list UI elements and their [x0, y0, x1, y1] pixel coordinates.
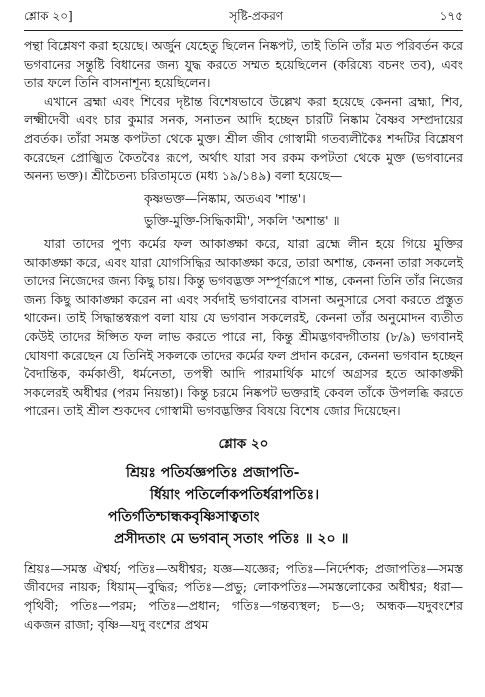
- sanskrit-line-2: র্ধিয়াং পতির্লোকপতির্ধরাপতিঃ।: [150, 486, 320, 503]
- paragraph-1: পন্থা বিশ্লেষণ করা হয়েছে। অর্জুন যেহেতু ছিলেন নিষ্কপট, তাই তিনি তাঁর মত পরিবর্তন করে ভগবানের সন্তুষ্টি বিধানের জন্য যুদ্ধ করতে সম্মত হয়েছিলেন (করিষ্যে বচনং তব), এবং তার ফলে তিনি বাসনাশূন্য হয়েছিলেন।: [24, 38, 463, 91]
- paragraph-2: এখানে ব্রহ্মা এবং শিবের দৃষ্টান্ত বিশেষভাবে উল্লেখ করা হয়েছে কেননা ব্রহ্মা, শিব, লক্ষ্মীদেবী এবং চার কুমার সনক, সনাতন আদি হচ্ছেন চারটি নিষ্কাম বৈষ্ণব সম্প্রদায়ের প্রবর্তক। তাঁরা সমস্ত কপটতা থেকে মুক্ত। শ্রীল জীব গোস্বামী গতব্যলীকৈঃ শব্দটির বিশ্লেষণ করেছেন প্রোজ্ঝিত কৈতবৈঃ রূপে, অর্থাৎ যারা সব রকম কপটতা থেকে মুক্ত (ভগবানের অনন্য ভক্ত)। শ্রীচৈতন্য চরিতামৃতে (মধ্য ১৯/১৪৯) বলা হয়েছে—: [24, 93, 463, 184]
- sanskrit-line-1: শ্রিয়ঃ পতির্যজ্ঞপতিঃ প্রজাপতি-: [126, 464, 300, 481]
- word-for-word-gloss: শ্রিয়ঃ—সমস্ত ঐশ্বর্য; পতিঃ—অধীশ্বর; যজ্ঞ—যজ্ঞের; পতিঃ—নির্দেশক; প্রজাপতিঃ—সমস্ত জীবদের নায়ক; ধিয়াম্—বুদ্ধির; পতিঃ—প্রভু; লোকপতিঃ—সমস্তলোকের অধীশ্বর; ধরা—পৃথিবী; পতিঃ—পরম; পতিঃ—প্রধান; গতিঃ—গন্তব্যস্থল; চ—ও; অন্ধক—যদুবংশের একজন রাজা; বৃষ্ণি—যদু বংশের প্রথম: [24, 560, 463, 632]
- header-page-number: ১৭৫: [439, 9, 463, 23]
- shloka-heading: শ্লোক ২০: [218, 435, 269, 452]
- sanskrit-line-4: প্রসীদতাং মে ভগবান্ সতাং পতিঃ ॥ ২০ ॥: [114, 530, 349, 547]
- quoted-verse-line-1: কৃষ্ণভক্ত—নিষ্কাম, অতএব 'শান্ত'।: [144, 190, 306, 206]
- header-rule: [24, 30, 463, 31]
- page-header: [24, 8, 463, 28]
- paragraph-3: যারা তাদের পুণ্য কর্মের ফল আকাঙ্ক্ষা করে, যারা ব্রহ্মে লীন হয়ে গিয়ে মুক্তির আকাঙ্ক্ষা করে, এবং যারা যোগসিদ্ধির আকাঙ্ক্ষা করে, তারা অশান্ত, কেননা তারা সকলেই তাদের নিজেদের জন্য কিছু চায়। কিন্তু ভগবদ্ভক্ত সম্পূর্ণরূপে শান্ত, কেননা তিনি তাঁর নিজের জন্য কিছু আকাঙ্ক্ষা করেন না এবং সর্বদাই ভগবানের বাসনা অনুসারে সেবা করতে প্রস্তুত থাকেন। তাই সিদ্ধান্তস্বরূপ বলা যায় যে ভগবান সকলেরই, কেননা তাঁর অনুমোদন ব্যতীত কেউই তাদের ঈপ্সিত ফল লাভ করতে পারে না, কিন্তু শ্রীমদ্ভগবদ্গীতায় (৮/৯) ভগবানই ঘোষণা করেছেন যে তিনিই সকলকে তাদের কর্মের ফল প্রদান করেন, কেননা ভগবান হচ্ছেন বৈদান্তিক, কর্মকাণ্ডী, ধর্মনেতা, তপস্বী আদি পারমার্থিক মার্গে অগ্রসর হতে আকাঙ্ক্ষী সকলেরই অধীশ্বর (পরম নিয়ন্তা)। কিন্তু চরমে নিষ্কপট ভক্তরাই কেবল তাঁকে উপলব্ধি করতে পারেন। তাই শ্রীল শুকদেব গোস্বামী ভগবদ্ভক্তির বিষয়ে বিশেষ জোর দিয়েছেন।: [24, 235, 463, 419]
- header-chapter-title: সৃষ্টি-প্রকরণ: [229, 9, 284, 23]
- quoted-verse-line-2: ভুক্তি-মুক্তি-সিদ্ধিকামী', সকলি 'অশান্ত' ॥: [144, 213, 340, 229]
- header-shloka-ref: শ্লোক ২০]: [24, 9, 73, 23]
- sanskrit-line-3: পতির্গতিশ্চান্ধকবৃষ্ণিসাত্বতাং: [108, 508, 260, 525]
